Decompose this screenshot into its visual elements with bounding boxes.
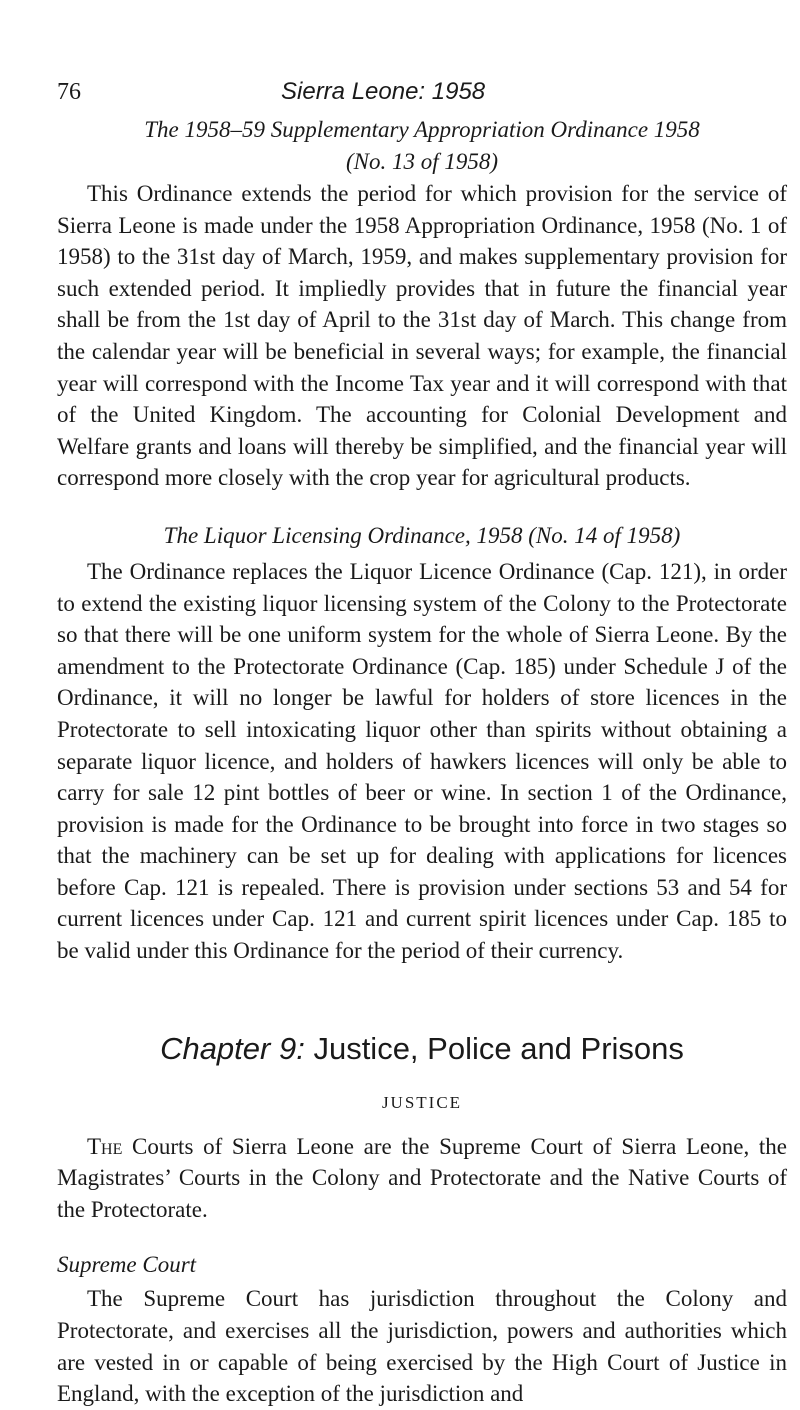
running-title: Sierra Leone: 1958	[281, 78, 486, 105]
liquor-ordinance-title: The Liquor Licensing Ordinance, 1958 (No. 14 of 1958)	[163, 522, 681, 548]
running-header	[57, 78, 787, 106]
page-number: 76	[57, 79, 81, 105]
document-page	[57, 78, 787, 1410]
supreme-court-heading: Supreme Court	[57, 1252, 197, 1278]
chapter-label: Chapter 9:	[160, 1030, 305, 1066]
lead-word: The	[87, 1133, 123, 1159]
ordinance-title: The 1958–59 Supplementary Appropriation Ordinance 1958	[144, 117, 700, 142]
chapter-title: Justice, Police and Prisons	[313, 1030, 684, 1066]
justice-paragraph	[57, 1131, 787, 1226]
chapter-heading	[57, 1029, 787, 1069]
justice-heading: JUSTICE	[381, 1092, 463, 1112]
supreme-court-paragraph: The Supreme Court has jurisdiction throughout the Colony and Protectorate, and exercises all the jurisdiction, powers and authorities which are vested in or capable of being exercised by the High Court of Justice in England, with the exception of the jurisdiction and	[57, 1286, 787, 1407]
ordinance-number: (No. 13 of 1958)	[345, 149, 499, 174]
liquor-ordinance-paragraph: The Ordinance replaces the Liquor Licence Ordinance (Cap. 121), in order to extend the existing liquor licensing system of the Colony to the Protectorate so that there will be one uniform system for the whole of Sierra Leone. By the amendment to the Protectorate Ordinance (Cap. 185) under Schedule J of the Ordinance, it will no longer be lawful for holders of store licences in the Protectorate to sell intoxicating liquor other than spirits without obtaining a separate liquor licence, and holders of hawkers licences will only be able to carry for sale 12 pint bottles of beer or wine. In section 1 of the Ordinance, provision is made for the Ordinance to be brought into force in two stages so that the machinery can be set up for dealing with applications for licences before Cap. 121 is repealed. There is provision under sections 53 and 54 for current licences under Cap. 121 and current spirit licences under Cap. 185 to be valid under this Ordinance for the period of their currency.	[57, 558, 787, 964]
ordinance-paragraph: This Ordinance extends the period for which provision for the service of Sierra Leone is made under the 1958 Appropriation Ordinance, 1958 (No. 1 of 1958) to the 31st day of March, 1959, and makes supplementary provision for such extended period. It impliedly provides that in future the financial year shall be from the 1st day of April to the 31st day of March. This change from the calendar year will be beneficial in several ways; for example, the financial year will correspond with the Income Tax year and it will correspond with that of the United Kingdom. The accounting for Colonial Development and Welfare grants and loans will thereby be simplified, and the financial year will correspond more closely with the crop year for agricultural products.	[57, 181, 787, 491]
justice-paragraph-text: Courts of Sierra Leone are the Supreme Court of Sierra Leone, the Magistrates’ Courts in the Colony and Protectorate and the Native Courts of the Protectorate.	[57, 1133, 787, 1222]
